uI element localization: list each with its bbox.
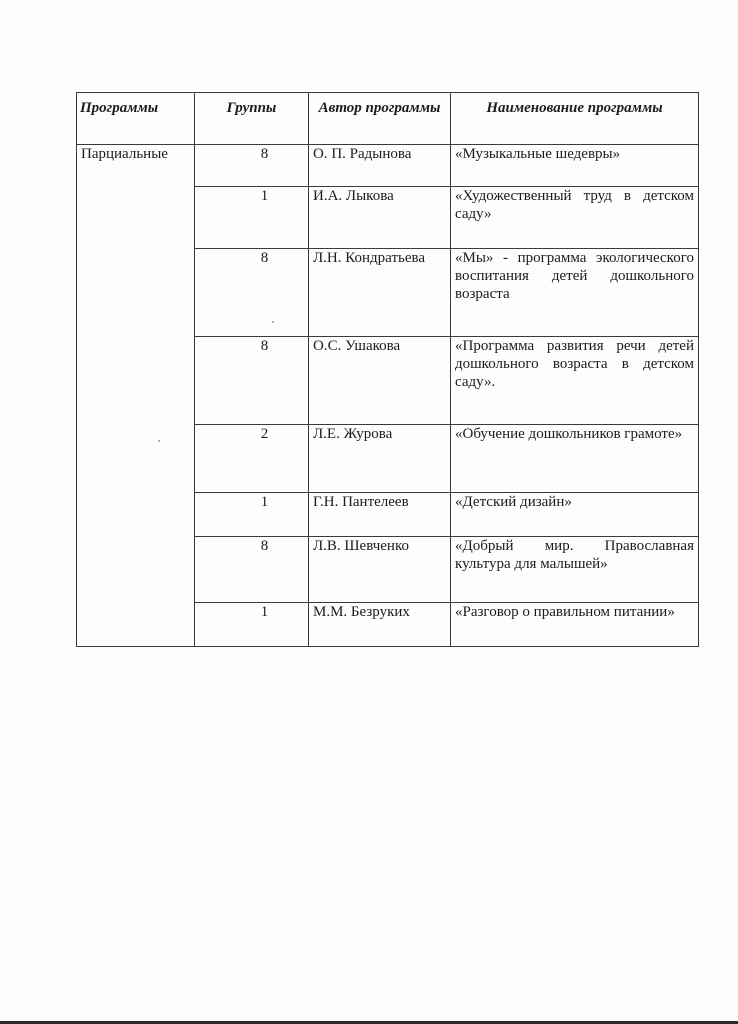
table-row — [77, 145, 699, 187]
groups-cell: 8 — [195, 337, 309, 425]
header-program-name: Наименование программы — [451, 93, 699, 145]
author-cell: М.М. Безруких — [309, 603, 451, 647]
groups-cell: 8 — [195, 249, 309, 337]
program-name-cell: «Мы» - программа экологического воспитания детей дошкольного возраста — [451, 249, 699, 337]
groups-cell: 1 — [195, 187, 309, 249]
programs-table — [76, 92, 699, 647]
groups-cell: 2 — [195, 425, 309, 493]
header-author: Автор программы — [309, 93, 451, 145]
groups-cell: 1 — [195, 603, 309, 647]
author-cell: О. П. Радынова — [309, 145, 451, 187]
program-name-cell: «Программа развития речи детей дошкольного возраста в детском саду». — [451, 337, 699, 425]
header-programs: Программы — [77, 93, 195, 145]
program-name-cell: «Разговор о правильном питании» — [451, 603, 699, 647]
header-groups: Группы — [195, 93, 309, 145]
program-name-cell: «Детский дизайн» — [451, 493, 699, 537]
groups-cell: 8 — [195, 537, 309, 603]
author-cell: Л.В. Шевченко — [309, 537, 451, 603]
author-cell: Г.Н. Пантелеев — [309, 493, 451, 537]
author-cell: Л.Н. Кондратьева — [309, 249, 451, 337]
table-header-row — [77, 93, 699, 145]
program-name-cell: «Художественный труд в детском саду» — [451, 187, 699, 249]
category-cell: Парциальные — [77, 145, 195, 647]
program-name-cell: «Обучение дошкольников грамоте» — [451, 425, 699, 493]
program-name-cell: «Музыкальные шедевры» — [451, 145, 699, 187]
program-name-cell: «Добрый мир. Православная культура для малышей» — [451, 537, 699, 603]
author-cell: Л.Е. Журова — [309, 425, 451, 493]
author-cell: И.А. Лыкова — [309, 187, 451, 249]
groups-cell: 8 — [195, 145, 309, 187]
scan-speck — [158, 440, 160, 442]
scan-speck — [272, 321, 274, 323]
author-cell: О.С. Ушакова — [309, 337, 451, 425]
groups-cell: 1 — [195, 493, 309, 537]
